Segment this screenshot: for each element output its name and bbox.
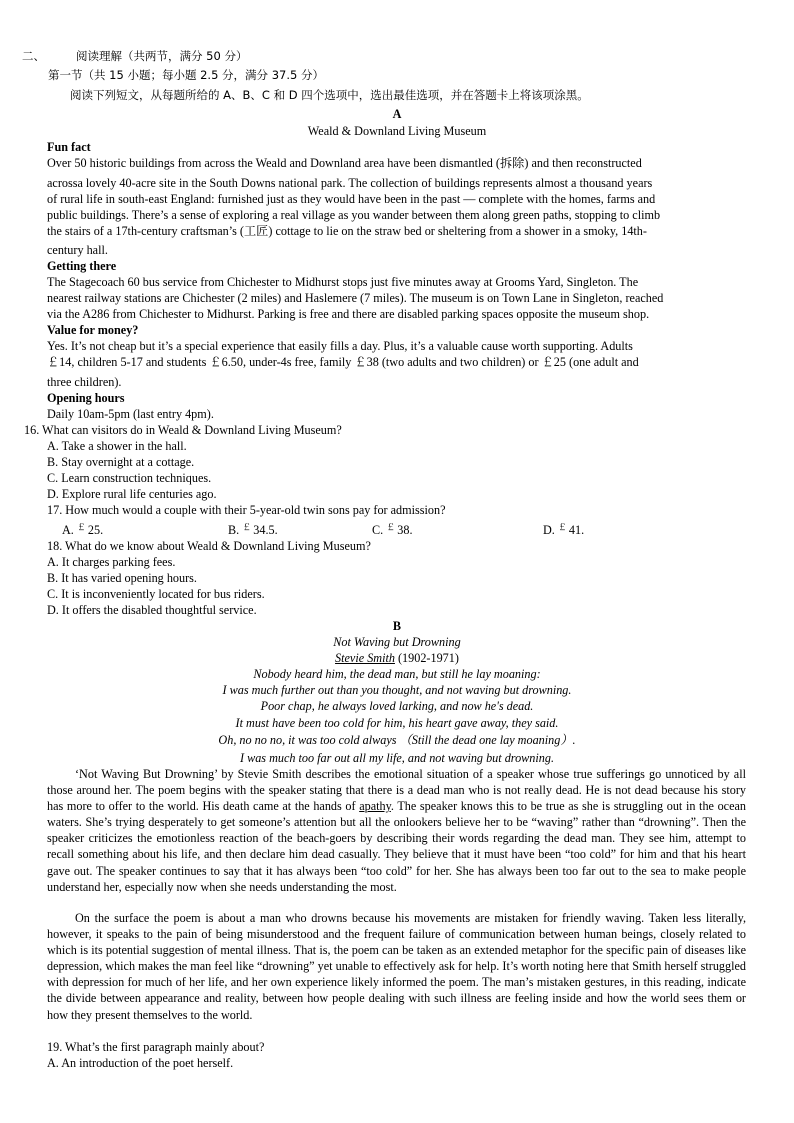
question-16-option-c[interactable]: C. Learn construction techniques.	[47, 471, 212, 485]
question-16-stem: 16. What can visitors do in Weald & Downland Living Museum?	[24, 423, 342, 437]
poet-name: Stevie Smith	[335, 651, 395, 665]
question-19-stem: 19. What’s the first paragraph mainly about?	[47, 1040, 265, 1054]
pound-sign: ￡	[557, 522, 567, 532]
fun-fact-line: century hall.	[47, 243, 108, 257]
option-letter: C.	[372, 523, 384, 537]
paragraph-text: . The speaker knows this to be true as she is struggling out in the ocean waters. She’s trying desperately to get someone’s attention but all the onlookers believe her to be “waving” rather than “drowning”. Then the speaker criticizes the emotionless reaction of the beach-goers by describing their words regarding the dead man. They see him, attempt to recall something about his life, and then declare him dead casually. They believe that it must have been “too cold” for him and that his heart gave out. The speaker continues to say that it has always been “too cold” for her. She has always been too far out to the sea to make people understand her, especially now when she needs understanding the most.	[47, 799, 746, 894]
question-17-option-a[interactable]	[62, 519, 103, 538]
question-16-option-a[interactable]: A. Take a shower in the hall.	[47, 439, 187, 453]
fun-fact-line: acrossa lovely 40-acre site in the South Downs national park. The collection of buildings represents almost a thousand years	[47, 176, 653, 190]
option-letter: B.	[228, 523, 240, 537]
question-18-option-d[interactable]: D. It offers the disabled thoughtful service.	[47, 603, 257, 617]
passage-a-label: A	[392, 107, 402, 121]
question-18-option-a[interactable]: A. It charges parking fees.	[47, 555, 176, 569]
question-18-option-c[interactable]: C. It is inconveniently located for bus riders.	[47, 587, 265, 601]
pound-sign: ￡	[242, 522, 252, 532]
question-19-option-a[interactable]: A. An introduction of the poet herself.	[47, 1056, 234, 1070]
instructions: 阅读下列短文，从每题所给的 A、B、C 和 D 四个选项中，选出最佳选项，并在答题卡上将该项涂黑。	[70, 88, 589, 102]
value-line: three children).	[47, 375, 122, 389]
fun-fact-heading: Fun fact	[47, 140, 91, 154]
poem-title: Not Waving but Drowning	[333, 635, 461, 649]
section-number: 二、	[22, 49, 45, 63]
getting-there-heading: Getting there	[47, 259, 117, 273]
fun-fact-line: Over 50 historic buildings from across the Weald and Downland area have been dismantled (拆除) and then reconstructed	[47, 156, 642, 170]
question-18-stem: 18. What do we know about Weald & Downland Living Museum?	[47, 539, 371, 553]
question-16-option-d[interactable]: D. Explore rural life centuries ago.	[47, 487, 217, 501]
value-heading: Value for money?	[47, 323, 139, 337]
getting-there-line: via the A286 from Chichester to Midhurst. Parking is free and there are disabled parking spaces opposite the museum shop.	[47, 307, 650, 321]
question-17-option-b[interactable]	[228, 519, 278, 538]
poem-author	[47, 650, 747, 666]
underlined-word: apathy	[359, 799, 391, 814]
hours-heading: Opening hours	[47, 391, 125, 405]
pound-sign: ￡	[386, 522, 396, 532]
fun-fact-line: public buildings. There’s a sense of exploring a real village as you wander between them along green paths, stopping to climb	[47, 208, 661, 222]
question-17-option-d[interactable]	[543, 519, 584, 538]
section-title: 阅读理解（共两节，满分 50 分）	[76, 49, 248, 63]
getting-there-line: nearest railway stations are Chichester (2 miles) and Haslemere (7 miles). The museum is on Town Lane in Singleton, reached	[47, 291, 664, 305]
poem-line: It must have been too cold for him, his heart gave away, they said.	[235, 716, 559, 730]
option-letter: A.	[62, 523, 74, 537]
value-line: Yes. It’s not cheap but it’s a special experience that easily fills a day. Plus, it’s a valuable cause worth supporting. Adults	[47, 339, 633, 353]
fun-fact-line: of rural life in south-east England: furnished just as they would have been in the past — complete with the homes, farms and	[47, 192, 656, 206]
part-title: 第一节（共 15 小题；每小题 2.5 分，满分 37.5 分）	[48, 68, 324, 82]
hours-text: Daily 10am-5pm (last entry 4pm).	[47, 407, 214, 421]
question-17-option-c[interactable]	[372, 519, 412, 538]
poem-line: Nobody heard him, the dead man, but still he lay moaning:	[253, 667, 541, 681]
passage-a-title: Weald & Downland Living Museum	[307, 124, 487, 138]
option-amount: 25.	[87, 523, 104, 537]
poem-line: I was much too far out all my life, and not waving but drowning.	[239, 751, 555, 765]
fun-fact-line: the stairs of a 17th-century craftsman’s (工匠) cottage to lie on the straw bed or sheltering from a shower in a smoky, 14th-	[47, 224, 647, 238]
poet-years: (1902-1971)	[394, 651, 459, 665]
poem-line: Oh, no no no, it was too cold always （Still the dead one lay moaning）.	[218, 733, 576, 747]
passage-b-paragraph-1	[47, 766, 746, 895]
option-amount: 34.5.	[253, 523, 278, 537]
passage-b-label: B	[392, 619, 402, 633]
question-18-option-b[interactable]: B. It has varied opening hours.	[47, 571, 197, 585]
value-line: ￡14, children 5-17 and students ￡6.50, under-4s free, family ￡38 (two adults and two children) or ￡25 (one adult and	[47, 355, 639, 369]
getting-there-line: The Stagecoach 60 bus service from Chichester to Midhurst stops just five minutes away at Grooms Yard, Singleton. The	[47, 275, 639, 289]
pound-sign: ￡	[76, 522, 86, 532]
option-amount: 38.	[397, 523, 413, 537]
option-amount: 41.	[568, 523, 585, 537]
poem-line: I was much further out than you thought, and not waving but drowning.	[222, 683, 572, 697]
passage-b-paragraph-2: On the surface the poem is about a man who drowns because his movements are mistaken for friendly waving. Taken less literally, however, it speaks to the pain of being misunderstood and the frequent failure of communication between human beings, closely related to which is its potential suggestion of mental illness. That is, the poem can be taken as an extended metaphor for the specific pain of diseases like depression, which makes the man feel like “drowning” yet unable to effectively ask for help. It’s worth noting here that Smith herself struggled with depression for much of her life, and her own experience likely informed the poem. The man’s mistaken gestures, in this reading, indicate the divide between appearance and reality, between how people dealing with such illness are feeling inside and how the world sees them or how they present themselves to the world.	[47, 911, 746, 1022]
question-16-option-b[interactable]: B. Stay overnight at a cottage.	[47, 455, 195, 469]
paragraph-text: ‘Not Waving But Drowning’ by Stevie Smith describes the emotional situation of a speaker whose true sufferings go unnoticed by all those around her. The poem begins with the speaker stating that there is a dead man who is not really dead. He is not dead because his story has more to offer to the world. His death came at the hands of	[47, 767, 746, 814]
option-letter: D.	[543, 523, 555, 537]
poem-line: Poor chap, he always loved larking, and now he's dead.	[260, 699, 534, 713]
question-17-stem: 17. How much would a couple with their 5-year-old twin sons pay for admission?	[47, 503, 446, 517]
